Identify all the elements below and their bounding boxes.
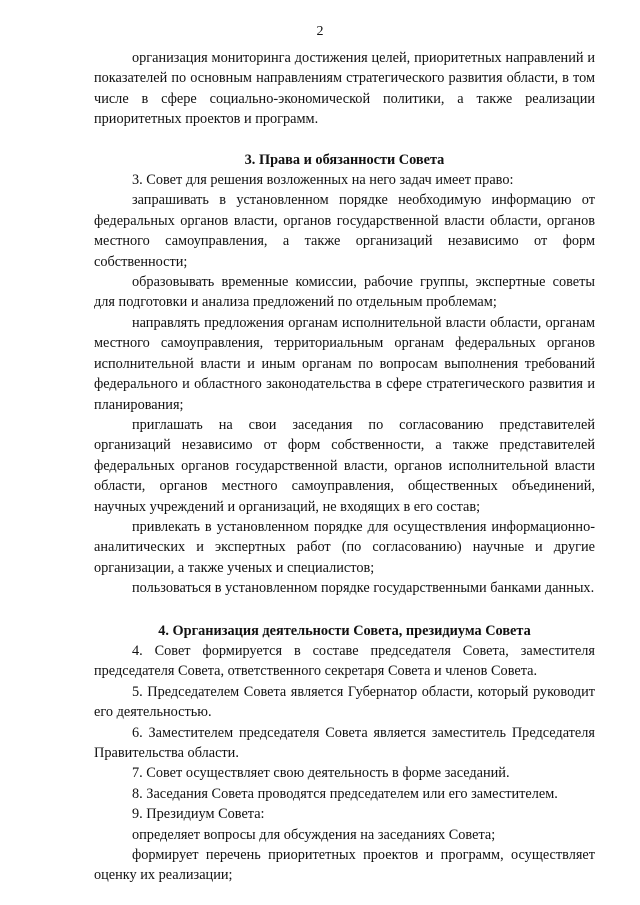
paragraph: определяет вопросы для обсуждения на заседаниях Совета;	[132, 826, 496, 843]
paragraph: формирует перечень приоритетных проектов и программ, осуществляет оценку их реализации;	[94, 847, 595, 884]
paragraph: образовывать временные комиссии, рабочие группы, экспертные советы для подготовки и анализа предложений по отдельным проблемам;	[94, 274, 595, 311]
paragraph: организация мониторинга достижения целей, приоритетных направлений и показателей по основным направлениям стратегического развития области, в том числе в сфере социально-экономической политики, а также реализации приоритетных проектов и программ.	[94, 50, 595, 128]
paragraph: 8. Заседания Совета проводятся председателем или его заместителем.	[132, 785, 558, 802]
paragraph: приглашать на свои заседания по согласованию представителей организаций независимо от форм собственности, а также представителей федеральных органов государственной власти, органов исполнительной власти области, органов местного самоуправления, общественных объединений, научных учреждений и организаций, не входящих в его состав;	[94, 416, 595, 515]
paragraph: привлекать в установленном порядке для осуществления информационно-аналитических и экспертных работ (по согласованию) научные и другие организации, а также ученых и специалистов;	[94, 518, 595, 576]
page-number: 2	[316, 24, 324, 39]
section-heading-4: 4. Организация деятельности Совета, президиума Совета	[158, 622, 531, 639]
paragraph: пользоваться в установленном порядке государственными банками данных.	[132, 580, 595, 597]
paragraph: 4. Совет формируется в составе председателя Совета, заместителя председателя Совета, ответственного секретаря Совета и членов Совета.	[94, 642, 595, 680]
paragraph: 3. Совет для решения возложенных на него задач имеет право:	[132, 172, 514, 189]
paragraph: 9. Президиум Совета:	[132, 806, 265, 823]
paragraph: 5. Председателем Совета является Губернатор области, который руководит его деятельностью.	[94, 683, 595, 721]
paragraph: 7. Совет осуществляет свою деятельность в форме заседаний.	[132, 765, 510, 782]
document-body	[94, 48, 595, 886]
section-heading-3: 3. Права и обязанности Совета	[244, 151, 445, 168]
paragraph: запрашивать в установленном порядке необходимую информацию от федеральных органов власти, органов государственной власти области, органов местного самоуправления, а также организаций независимо от форм собственности;	[94, 192, 595, 270]
paragraph: 6. Заместителем председателя Совета является заместитель Председателя Правительства области.	[94, 724, 595, 761]
paragraph: направлять предложения органам исполнительной власти области, органам местного самоуправления, территориальным органам федеральных органов исполнительной власти и иным органам по вопросам выполнения требований федерального и областного законодательства в сфере стратегического развития и планирования;	[94, 314, 595, 413]
